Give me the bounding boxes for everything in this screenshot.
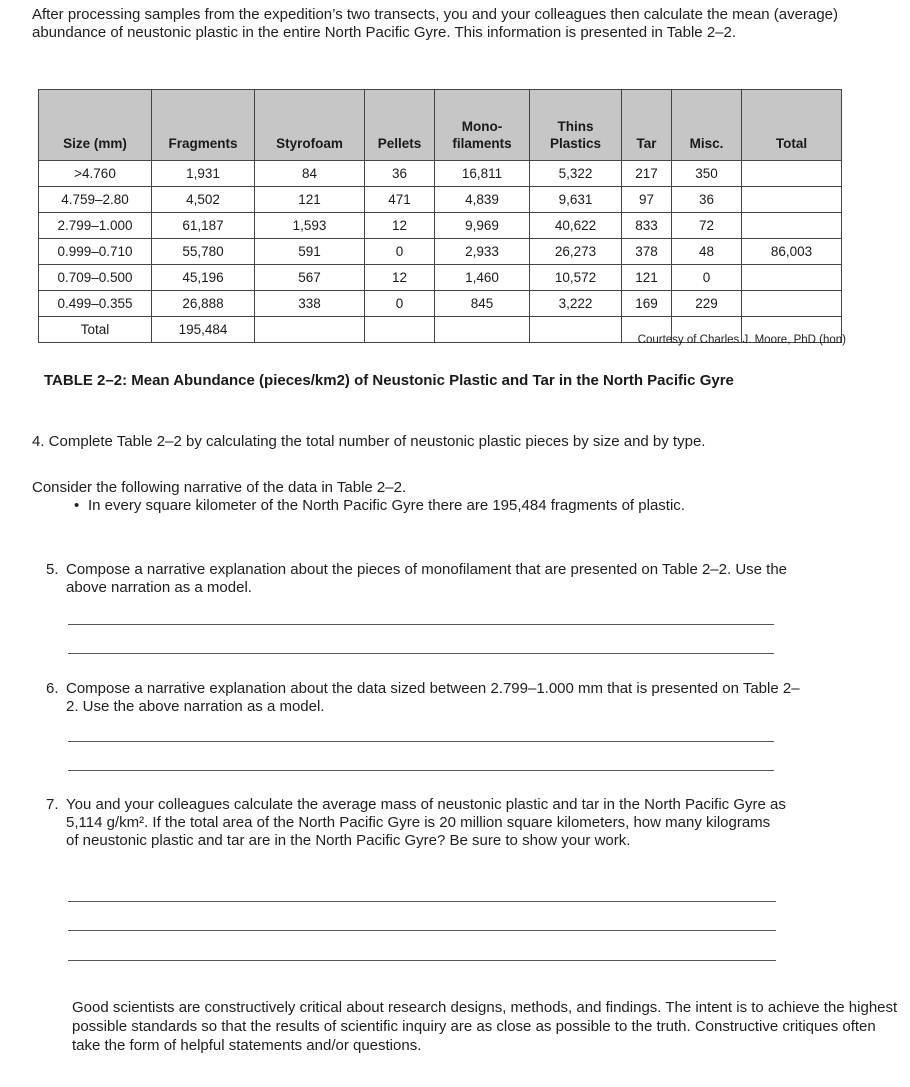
table-cell: 72 [672, 213, 742, 239]
row-label-cell: 2.799–1.000 [39, 213, 152, 239]
answer-line[interactable] [68, 960, 776, 961]
header-line-2: Tar [636, 136, 657, 151]
table-body [39, 161, 842, 343]
table-cell [742, 161, 842, 187]
answer-line[interactable] [68, 770, 774, 771]
table-cell: 45,196 [152, 265, 255, 291]
table-cell [742, 265, 842, 291]
question-7-text: You and your colleagues calculate the average mass of neustonic plastic and tar in the North Pacific Gyre as 5,114 g/km². If the total area of the North Pacific Gyre is 20 million square kilometers, how many kilograms of neustonic plastic and tar are in the North Pacific Gyre? Be sure to show your work. [66, 796, 786, 849]
answer-line[interactable] [68, 653, 774, 654]
bullet-narrative: In every square kilometer of the North Pacific Gyre there are 195,484 fragments of plastic. [88, 497, 685, 514]
answer-line[interactable] [68, 624, 774, 625]
table-cell: 9,631 [530, 187, 622, 213]
row-label-cell: Total [39, 317, 152, 343]
table-cell: 1,460 [435, 265, 530, 291]
table-cell [742, 187, 842, 213]
question-6-number: 6. [46, 680, 59, 697]
table-cell: 12 [365, 213, 435, 239]
table-cell: 591 [255, 239, 365, 265]
table-cell [365, 317, 435, 343]
table-cell: 4,839 [435, 187, 530, 213]
column-header [152, 90, 255, 161]
table-cell: 217 [622, 161, 672, 187]
header-line-2: Plastics [549, 136, 602, 151]
column-header [672, 90, 742, 161]
table-cell: 2,933 [435, 239, 530, 265]
table-cell: 55,780 [152, 239, 255, 265]
column-header [39, 90, 152, 161]
table-caption: TABLE 2–2: Mean Abundance (pieces/km2) of Neustonic Plastic and Tar in the North Pacific Gyre [44, 372, 734, 389]
header-line-2: Total [775, 136, 808, 151]
table-cell: 10,572 [530, 265, 622, 291]
table-row [39, 161, 842, 187]
table-cell: 5,322 [530, 161, 622, 187]
table-header-row [39, 90, 842, 161]
column-header [622, 90, 672, 161]
row-label-cell: 4.759–2.80 [39, 187, 152, 213]
answer-line[interactable] [68, 930, 776, 931]
header-line-2: Pellets [377, 136, 422, 151]
question-4: 4. Complete Table 2–2 by calculating the total number of neustonic plastic pieces by size and by type. [32, 433, 706, 450]
table-cell: 121 [622, 265, 672, 291]
column-header [365, 90, 435, 161]
table-cell: 833 [622, 213, 672, 239]
table-cell [742, 213, 842, 239]
table-cell: 121 [255, 187, 365, 213]
row-label-cell: >4.760 [39, 161, 152, 187]
table-cell: 3,222 [530, 291, 622, 317]
table-cell [530, 317, 622, 343]
table-cell: 378 [622, 239, 672, 265]
table-cell: 350 [672, 161, 742, 187]
bullet-icon: • [74, 497, 80, 514]
table-cell: 471 [365, 187, 435, 213]
table-cell: 4,502 [152, 187, 255, 213]
header-line-2: filaments [452, 136, 512, 151]
table-cell [255, 317, 365, 343]
table-row [39, 265, 842, 291]
question-7-number: 7. [46, 796, 59, 813]
header-line-1: Thins [557, 119, 594, 134]
table-cell: 26,888 [152, 291, 255, 317]
table-row [39, 291, 842, 317]
question-5-text: Compose a narrative explanation about the pieces of monofilament that are presented on Table 2–2. Use the above narration as a model. [66, 561, 788, 596]
intro-paragraph: After processing samples from the expedition’s two transects, you and your colleagues then calculate the mean (average) abundance of neustonic plastic in the entire North Pacific Gyre. This information is presented in Table 2–2. [32, 6, 838, 41]
table-row [39, 213, 842, 239]
question-5-number: 5. [46, 561, 59, 578]
column-header [255, 90, 365, 161]
header-line-2: Fragments [168, 136, 238, 151]
table-cell: 26,273 [530, 239, 622, 265]
table-row [39, 187, 842, 213]
header-line-2: Misc. [689, 136, 724, 151]
row-label-cell: 0.999–0.710 [39, 239, 152, 265]
table-row [39, 239, 842, 265]
answer-line[interactable] [68, 901, 776, 902]
column-header [435, 90, 530, 161]
courtesy-credit: Courtesy of Charles J. Moore, PhD (hon) [637, 334, 846, 346]
header-line-2: Styrofoam [276, 136, 343, 151]
table-cell: 84 [255, 161, 365, 187]
table-cell [742, 291, 842, 317]
table-cell: 1,931 [152, 161, 255, 187]
table-cell: 567 [255, 265, 365, 291]
consider-text: Consider the following narrative of the data in Table 2–2. [32, 479, 407, 496]
row-label-cell: 0.709–0.500 [39, 265, 152, 291]
table-cell: 0 [365, 239, 435, 265]
table-cell: 86,003 [742, 239, 842, 265]
table-cell: 36 [365, 161, 435, 187]
table-cell: 0 [365, 291, 435, 317]
table-cell: 61,187 [152, 213, 255, 239]
header-line-2: Size (mm) [63, 136, 127, 151]
header-line-1: Mono- [461, 119, 503, 134]
row-label-cell: 0.499–0.355 [39, 291, 152, 317]
table-cell: 229 [672, 291, 742, 317]
column-header [530, 90, 622, 161]
table-cell: 9,969 [435, 213, 530, 239]
table-cell: 97 [622, 187, 672, 213]
answer-line[interactable] [68, 741, 774, 742]
table-cell: 16,811 [435, 161, 530, 187]
table-cell: 36 [672, 187, 742, 213]
table-cell: 1,593 [255, 213, 365, 239]
table-cell: 338 [255, 291, 365, 317]
table-cell [435, 317, 530, 343]
table-cell: 48 [672, 239, 742, 265]
table-cell: 12 [365, 265, 435, 291]
table-cell: 845 [435, 291, 530, 317]
table-cell: 169 [622, 291, 672, 317]
abundance-table [38, 89, 842, 343]
closing-paragraph: Good scientists are constructively critical about research designs, methods, and findings. The intent is to achieve the highest possible standards so that the results of scientific inquiry are as close as possible to the truth. Constructive critiques often take the form of helpful statements and/or questions. [72, 999, 898, 1054]
table-cell: 0 [672, 265, 742, 291]
column-header [742, 90, 842, 161]
table-cell: 195,484 [152, 317, 255, 343]
table-cell: 40,622 [530, 213, 622, 239]
question-6-text: Compose a narrative explanation about the data sized between 2.799–1.000 mm that is presented on Table 2–2. Use the above narration as a model. [66, 680, 800, 715]
